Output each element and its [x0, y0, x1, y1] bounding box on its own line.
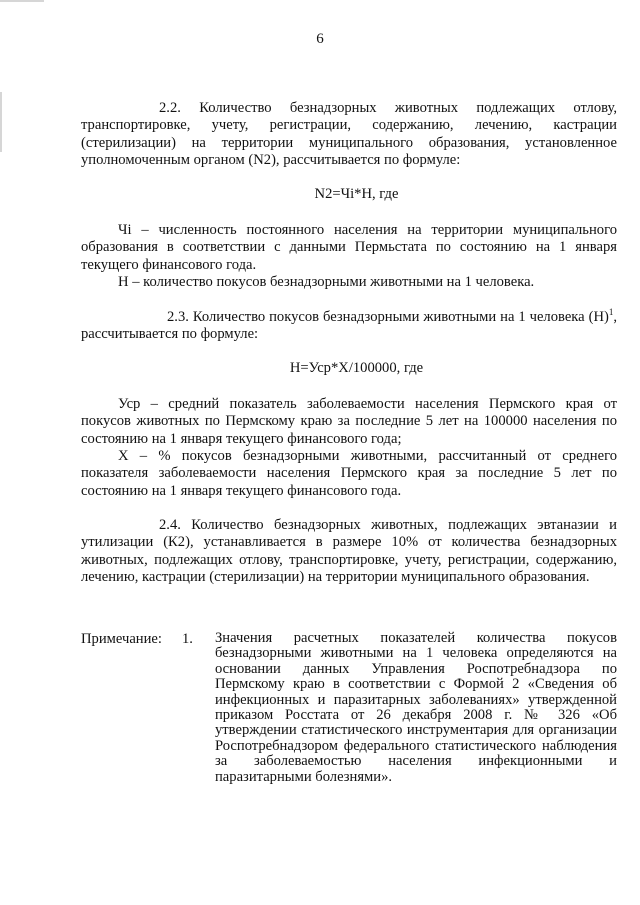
footnote-mark: 1	[608, 307, 614, 318]
definition-x-paragraph	[81, 448, 617, 500]
section-2-4-paragraph	[81, 517, 617, 587]
scan-edge-mark-left	[0, 92, 2, 152]
section-2-3-paragraph	[81, 309, 617, 344]
definition-ch-text: Чi – численность постоянного населения на территории муниципального образования в соответствии с данными Пермьстата по состоянию на 1 января текущего финансового года.	[81, 222, 617, 273]
definition-ucp-text: Уср – средний показатель заболеваемости населения Пермского края от покусов животных по Пермскому краю за последние 5 лет на 100000 населения по состоянию на 1 января текущего финансового года;	[81, 396, 617, 447]
definition-x-text: Х – % покусов безнадзорными животными, рассчитанный от среднего показателя заболеваемости населения Пермского края за последние 5 лет по состоянию на 1 января текущего финансового года.	[81, 448, 617, 499]
note-label: Примечание:	[81, 631, 162, 647]
scan-edge-mark-top	[0, 0, 44, 2]
section-2-2-paragraph	[81, 100, 617, 170]
note-text: Значения расчетных показателей количества покусов безнадзорными животными на 1 человека определяются на основании данных Управления Роспотребнадзора по Пермскому краю в соответствии с Формой 2 «Сведения об инфекционных и паразитарных заболеваниях» утвержденной приказом Росстата от 26 декабря 2008 г. № 326 «Об утверждении статистического инструментария для организации Роспотребнадзором федерального статистического наблюдения за заболеваемостью населения инфекционными и паразитарными болезнями».	[215, 630, 617, 785]
section-2-3-text	[81, 309, 617, 344]
definition-ucp-paragraph	[81, 396, 617, 448]
section-2-2-text: 2.2. Количество безнадзорных животных подлежащих отлову, транспортировке, учету, регистрации, содержанию, лечению, кастрации (стерилизации) на территории муниципального образования, установленное уполномоченным органом (N2), рассчитывается по формуле:	[81, 100, 617, 169]
section-2-3-tail: , рассчитывается по формуле:	[81, 309, 617, 343]
formula-n2: N2=Чi*Н, где	[314, 186, 399, 202]
section-2-4-text: 2.4. Количество безнадзорных животных, подлежащих эвтаназии и утилизации (К2), устанавливается в размере 10% от количества безнадзорных животных, подлежащих отлову, транспортировке, учету, регистрации, содержанию, лечению, кастрации (стерилизации) на территории муниципального образования.	[81, 517, 617, 586]
page-number: 6	[316, 31, 324, 47]
formula-h: Н=Уср*Х/100000, где	[289, 360, 424, 376]
definition-n-text: Н – количество покусов безнадзорными животными на 1 человека.	[118, 274, 535, 290]
definition-ch-paragraph	[81, 222, 617, 274]
section-2-3-main: 2.3. Количество покусов безнадзорными животными на 1 человека (Н)	[167, 309, 609, 325]
note-number: 1.	[182, 631, 193, 647]
definition-n-paragraph	[81, 274, 617, 291]
